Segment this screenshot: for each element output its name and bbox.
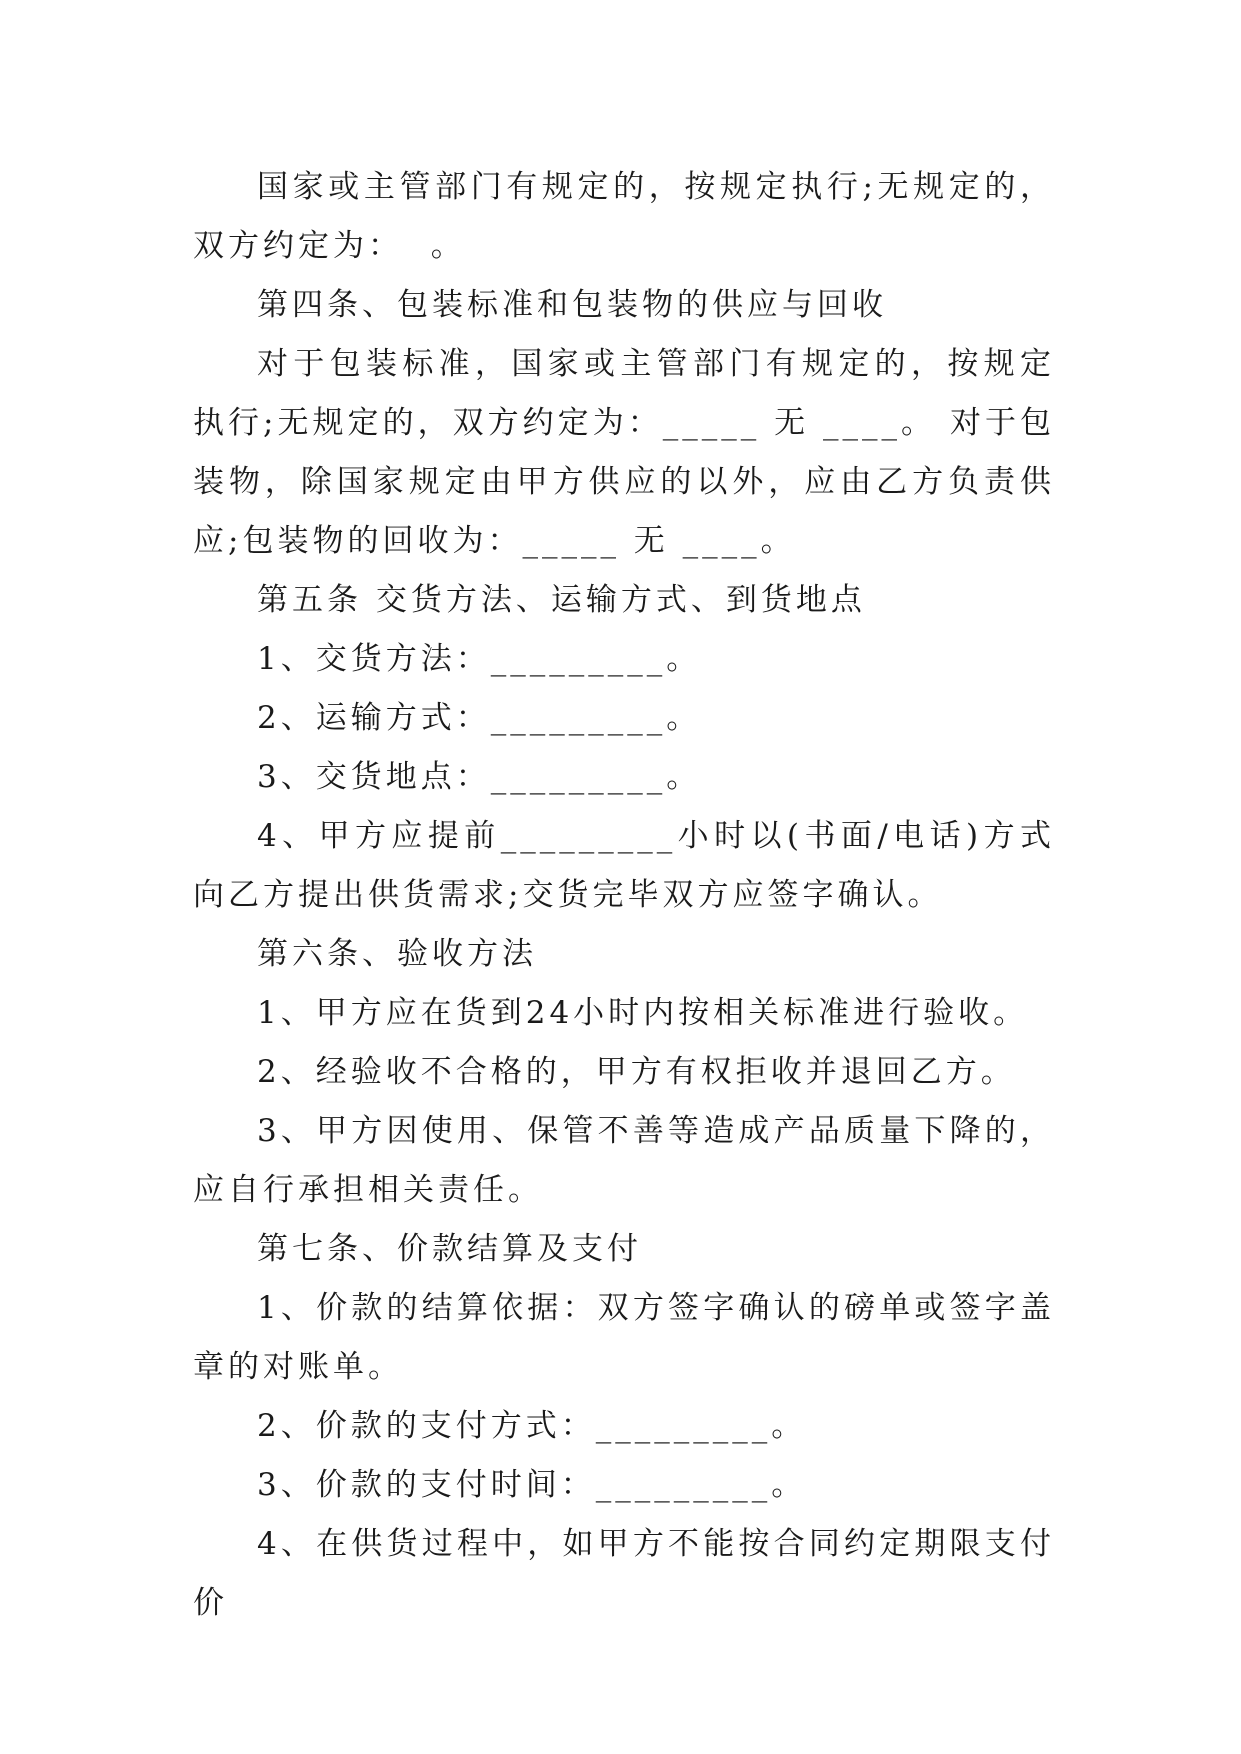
paragraph-standard-clause: 国家或主管部门有规定的，按规定执行;无规定的，双方约定为： 。 bbox=[193, 169, 1055, 264]
heading-article-4: 第四条、包装标准和包装物的供应与回收 bbox=[257, 287, 887, 323]
paragraph-payment-method: 2、价款的支付方式：_________。 bbox=[257, 1408, 807, 1444]
paragraph-transport-mode: 2、运输方式：_________。 bbox=[257, 700, 702, 736]
heading-article-6: 第六条、验收方法 bbox=[257, 936, 537, 972]
paragraph-late-payment: 4、在供货过程中，如甲方不能按合同约定期限支付价 bbox=[193, 1526, 1055, 1621]
paragraph-delivery-location: 3、交货地点：_________。 bbox=[257, 759, 702, 795]
paragraph-inspection-3: 3、甲方因使用、保管不善等造成产品质量下降的，应自行承担相关责任。 bbox=[193, 1113, 1055, 1208]
document-body bbox=[193, 158, 1055, 1633]
paragraph-payment-basis: 1、价款的结算依据：双方签字确认的磅单或签字盖章的对账单。 bbox=[193, 1290, 1055, 1385]
paragraph-delivery-method: 1、交货方法：_________。 bbox=[257, 641, 702, 677]
heading-article-5: 第五条 交货方法、运输方式、到货地点 bbox=[257, 582, 866, 618]
paragraph-inspection-2: 2、经验收不合格的，甲方有权拒收并退回乙方。 bbox=[257, 1054, 1016, 1090]
paragraph-payment-time: 3、价款的支付时间：_________。 bbox=[257, 1467, 807, 1503]
paragraph-packaging: 对于包装标准，国家或主管部门有规定的，按规定执行;无规定的，双方约定为：_____ 无 ____。 对于包装物，除国家规定由甲方供应的以外，应由乙方负责供应;包装物的回收为：_____ 无 ____。 bbox=[193, 346, 1055, 559]
heading-article-7: 第七条、价款结算及支付 bbox=[257, 1231, 642, 1267]
paragraph-advance-notice: 4、甲方应提前_________小时以(书面/电话)方式向乙方提出供货需求;交货完毕双方应签字确认。 bbox=[193, 818, 1055, 913]
paragraph-inspection-1: 1、甲方应在货到24小时内按相关标准进行验收。 bbox=[257, 995, 1029, 1031]
